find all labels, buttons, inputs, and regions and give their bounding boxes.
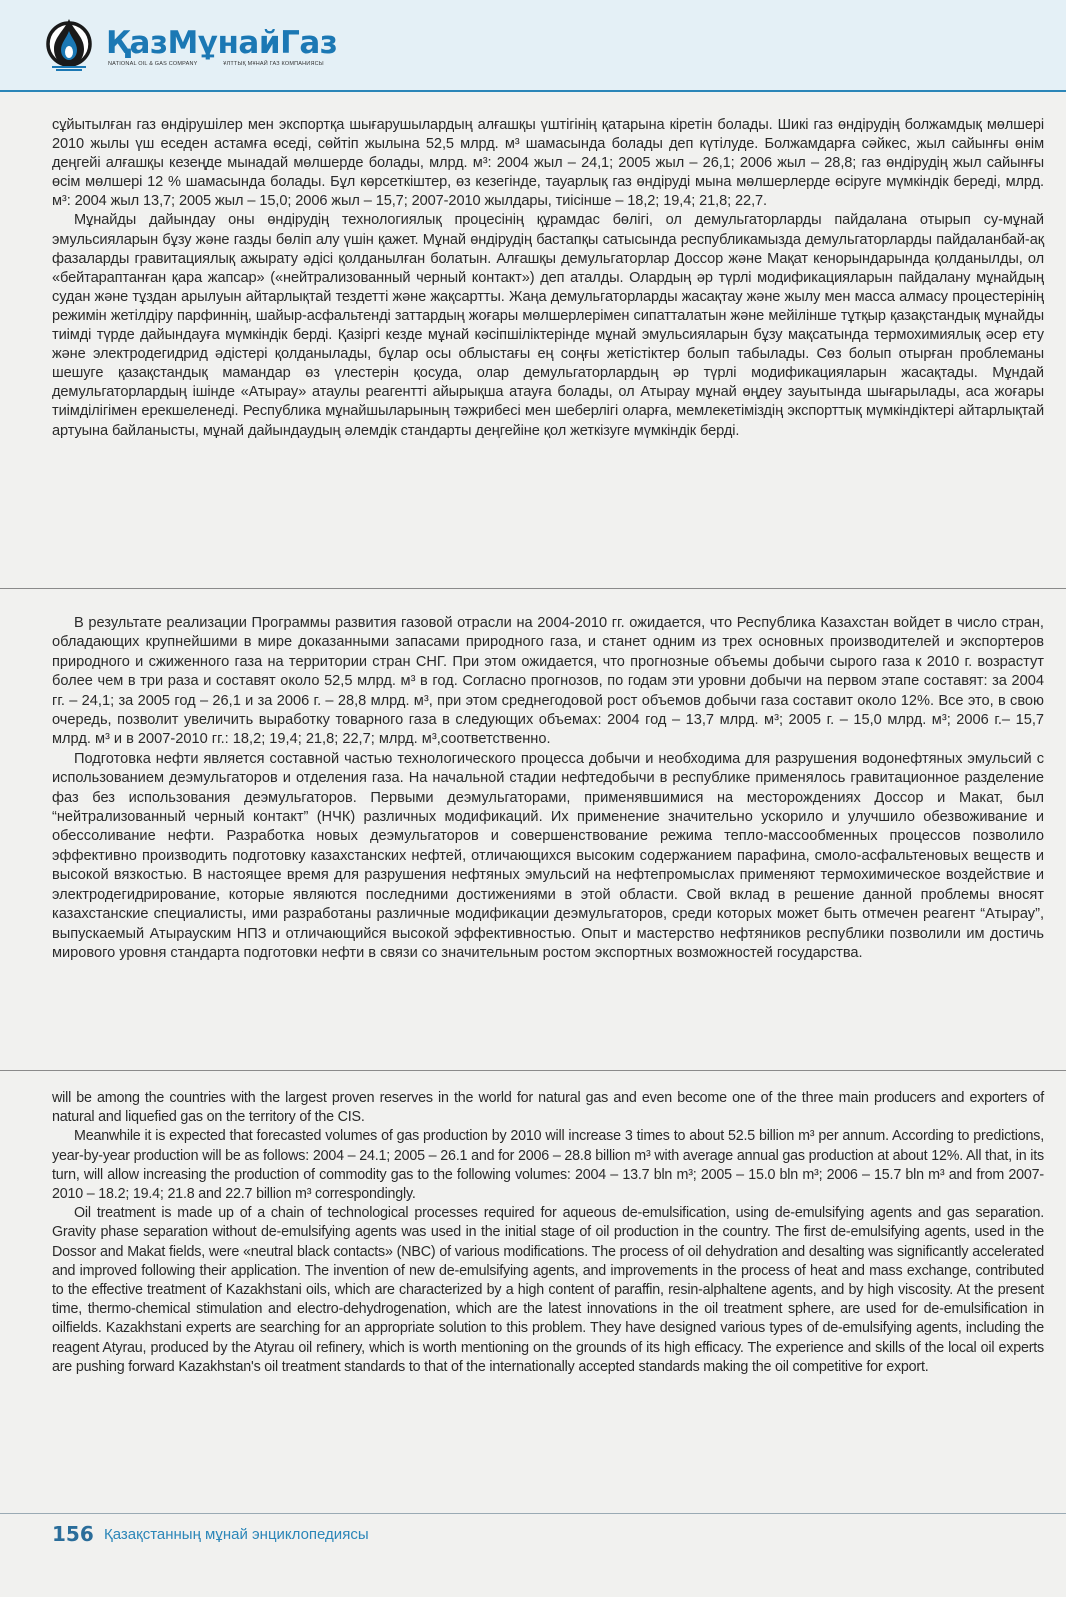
english-paragraph-3: Oil treatment is made up of a chain of technological processes required for aqueous de-emulsification, using de-emulsifying agents and gas separation. Gravity phase separation without de-emulsifying agents was used in the initial stage of oil production in the country. The first de-emulsifying agents, used in the Dossor and Makat fields, were «neutral black contacts» (NBC) of various modifications. The process of oil dehydration and desalting was significantly accelerated and improved following their application. The invention of new de-emulsifying agents, and improvements in the process of heat and mass exchange, contributed to the effective treatment of Kazakhstani oils, which are characterized by a high content of paraffin, resin-alphaltene agents, and by high viscosity. At the present time, thermo-chemical stimulation and electro-dehydrogenation, which are the latest innovations in the oil treatment sphere, are used for de-emulsification in oilfields. Kazakhstani experts are searching for an appropriate solution to this problem. They have designed various types of de-emulsifying agents, including the reagent Atyrau, produced by the Atyrau oil refinery, which is worth mentioning on the grounds of its high efficacy. The experience and skills of the local oil experts are pushing forward Kazakhstan's oil treatment standards to that of the internationally accepted standards making the oil competitive for export.	[52, 1205, 1044, 1375]
section-divider-1	[0, 588, 1066, 589]
brand-name: ҚазМұнайГаз	[106, 25, 338, 61]
kazakh-paragraph-1: сұйытылған газ өндірушілер мен экспортқа шығарушылардың алғашқы үштігінің қатарына кіретін болады. Шикі газ өндірудің болжамдық мөлшері 2010 жылы үш еседен астамға өседі, сөйтіп жылына 52,5 млрд. м³ шамасында болады деп күтілуде. Болжамдарға сәйкес, жыл сайынғы өнім деңгейі алғашқы кезеңде мынадай мөлшерде болады, млрд. м³: 2004 жыл – 24,1; 2005 жыл – 26,1; 2006 жыл – 28,8; газ өндірудің жыл сайынғы өсім мөлшері 12 % шамасында болады. Бұл көрсеткіштер, өз кезегінде, тауарлық газ өндіруді мына мөлшерлерде өсіруге мүмкіндік береді, млрд. м³: 2004 жыл 13,7; 2005 жыл – 15,0; 2006 жыл – 15,7; 2007-2010 жылдары, тиісінше – 18,2; 19,4; 21,8; 22,7.	[52, 117, 1044, 210]
page-number: 156	[52, 1522, 94, 1546]
page-header	[0, 0, 1066, 92]
section-divider-2	[0, 1070, 1066, 1071]
brand-subtitle-en: NATIONAL OIL & GAS COMPANY	[108, 61, 198, 67]
kmg-flame-drop-logo-icon	[44, 17, 94, 73]
kazakh-text-block	[52, 116, 1044, 441]
footer-divider	[0, 1513, 1066, 1514]
footer-book-title: Қазақстанның мұнай энциклопедиясы	[104, 1526, 369, 1543]
russian-paragraph-1: В результате реализации Программы развития газовой отрасли на 2004-2010 гг. ожидается, что Республика Казахстан войдет в число стран, обладающих крупнейшими в мире доказанными запасами природного газа, и станет одним из трех основных производителей и экспортеров природного и сжиженного газа на территории стран СНГ. При этом ожидается, что прогнозные объемы добычи сырого газа к 2010 г. возрастут более чем в три раза и составят около 52,5 млрд. м³ в год. Согласно прогнозов, по годам эти уровни добычи на первом этапе составят: за 2004 гг. – 24,1; за 2005 год – 26,1 и за 2006 г. – 28,8 млрд. м³, при этом среднегодовой рост объемов добычи газа составит около 12%. Все это, в свою очередь, позволит увеличить выработку товарного газа в следующих объемах: 2004 год – 13,7 млрд. м³; 2005 г. – 15,0 млрд. м³; 2006 г.– 15,7 млрд. м³ и в 2007-2010 гг.: 18,2; 19,4; 21,8; 22,7; млрд. м³,соответственно.	[52, 615, 1044, 748]
brand-subtitle-kz: ҰЛТТЫҚ МҰНАЙ ГАЗ КОМПАНИЯСЫ	[223, 61, 324, 67]
russian-paragraph-2: Подготовка нефти является составной частью технологического процесса добычи и необходима для разрушения водонефтяных эмульсий с использованием деэмульгаторов и отделения газа. На начальной стадии нефтедобычи в республике применялось гравитационное разделение фаз без использования деэмульгаторов. Первыми деэмульгаторами, применявшимися на месторождениях Доссор и Макат, был “нейтрализованный черный контакт” (НЧК) различных модификаций. Их применение значительно ускорило и улучшило обезвоживание и обессоливание нефти. Разработка новых деэмульгаторов и совершенствование режима тепло-массообменных процессов позволило эффективно производить подготовку казахстанских нефтей, отличающихся высоким содержанием парафина, смоло-асфальтеновых веществ и высокой вязкостью. В настоящее время для разрушения нефтяных эмульсий на нефтепромыслах применяют термохимическое воздействие и электродегидрирование, которые являются последними достижениями в этой области. Свой вклад в решение данной проблемы вносят казахстанские специалисты, ими разработаны различные модификации деэмульгаторов, среди которых может быть отмечен реагент “Атырау”, выпускаемый Атырауским НПЗ и отличающийся высокой эффективностью. Опыт и мастерство нефтяников республики позволили им достичь мирового уровня стандарта подготовки нефти в связи со значительным ростом экспортных возможностей государства.	[52, 750, 1044, 961]
english-text-block	[52, 1089, 1044, 1377]
english-paragraph-1: will be among the countries with the largest proven reserves in the world for natural gas and even become one of the three main producers and exporters of natural and liquefied gas on the territory of the CIS.	[52, 1090, 1044, 1126]
brand-subtitle	[108, 61, 348, 67]
kazakh-paragraph-2: Мұнайды дайындау оны өндірудің технологиялық процесінің құрамдас бөлігі, ол демульгаторларды пайдалана отырып су-мұнай эмульсияларын бұзу және газды бөліп алу үшін қажет. Мұнай өндірудің бастапқы сатысында республикамызда демульгаторларды пайдаланбай-ақ фазаларды гравитациялық ажырату әдісі қолданылған болатын. Алғашқы демульгаторлар Доссор және Мақат кенорындарында қолданылды, ол «бейтараптанған қара жапсар» («нейтрализованный черный контакт») деп аталды. Олардың әр түрлі модификацияларын пайдалану мұнайдың судан және тұздан арылуын айтарлықтай тездетті және жақсартты. Жаңа демульгаторларды жасақтау және жылу мен масса алмасу процестерінің режимін жетілдіру парфиннің, шайыр-асфальтенді заттардың жоғары мөлшерлерімен сипатталатын және мейілінше тұтқыр қазақстандық мұнайды тиімді түрде дайындауға мүмкіндік берді. Қазіргі кезде мұнай кәсіпшіліктерінде мұнай эмульсияларын бұзу мақсатында термохимиялық әсер ету және электродегидрид әдістері қолданылады, бұлар осы облыстағы ең соңғы жетістіктер болып табылады. Сөз болып отырған проблеманы шешуге қазақстандық мамандар өз үлестерін қосуда, олар демульгаторлардың әр түрлі модификацияларын жасақтады. Мұндай демульгаторлардың ішінде «Атырау» атаулы реагентті айырықша атауға болады, ол Атырау мұнай өңдеу зауытында шығарылады, аса жоғары тиімділігімен ерекшеленеді. Республика мұнайшыларының тәжрибесі мен шеберлігі оларға, мемлекетіміздің экспорттық мүмкіндіктері айтарлықтай артуына байланысты, мұнай дайындаудың әлемдік стандарты деңгейіне қол жеткізуге мүмкіндік берді.	[52, 212, 1044, 439]
english-paragraph-2: Meanwhile it is expected that forecasted volumes of gas production by 2010 will increase 3 times to about 52.5 billion m³ per annum. According to predictions, year-by-year production will be as follows: 2004 – 24.1; 2005 – 26.1 and for 2006 – 28.8 billion m³ with average annual gas production at about 12%. All that, in its turn, will allow increasing the production of commodity gas to the following volumes: 2004 – 13.7 bln m³; 2005 – 15.0 bln m³; 2006 – 15.7 bln m³ and from 2007-2010 – 18.2; 19.4; 21.8 and 22.7 billion m³ correspondingly.	[52, 1128, 1044, 1203]
russian-text-block	[52, 614, 1044, 963]
